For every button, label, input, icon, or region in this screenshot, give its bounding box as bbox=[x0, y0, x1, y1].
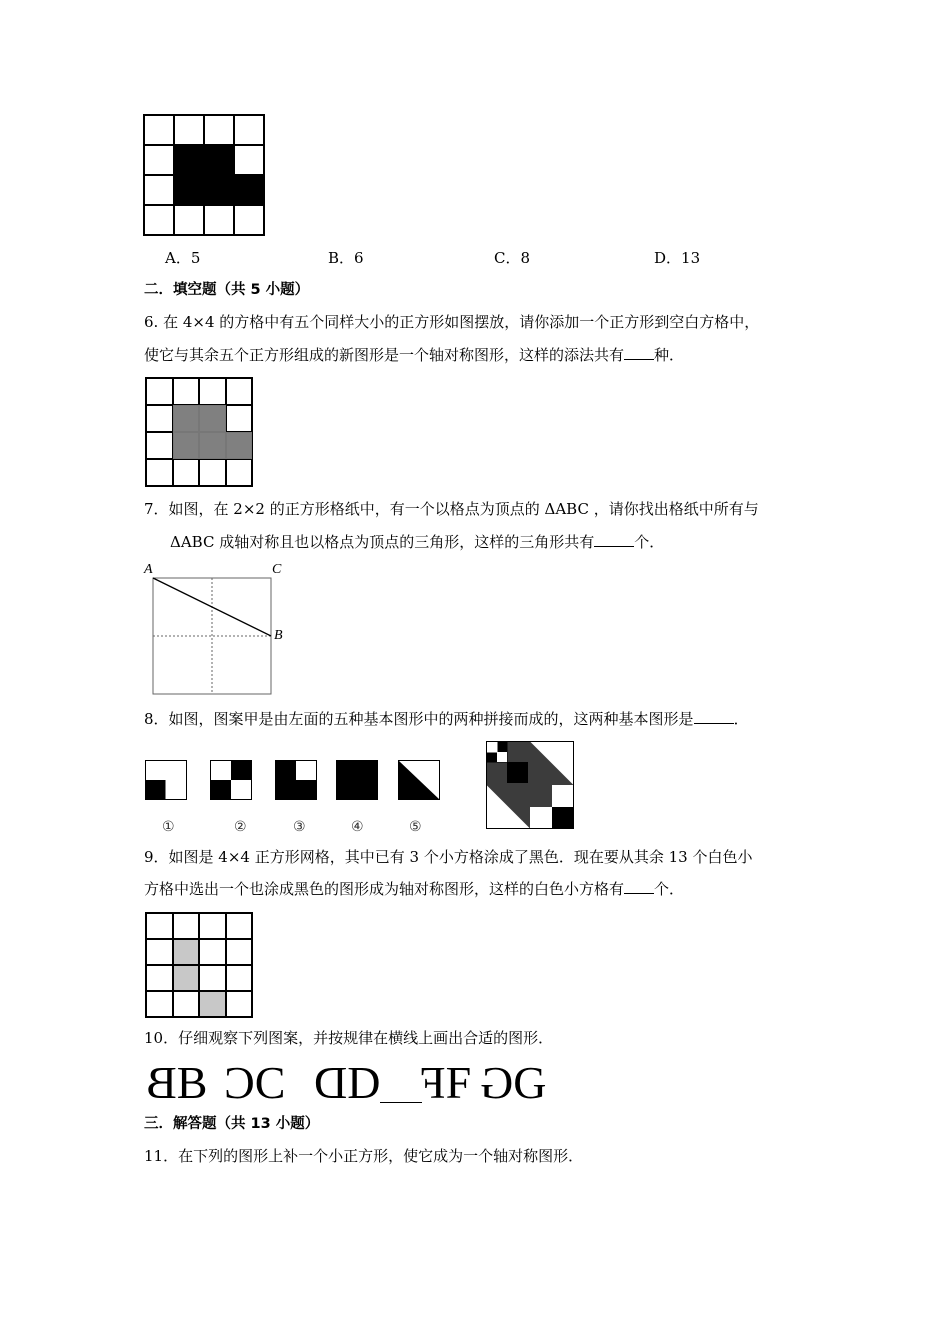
grid-cell bbox=[226, 913, 253, 939]
q8-label-1: ① bbox=[162, 819, 175, 835]
grid-cell bbox=[234, 115, 264, 145]
q7-text-pre: ΔABC 成轴对称且也以格点为顶点的三角形，这样的三角形共有 bbox=[170, 533, 595, 551]
mirror-letter: C bbox=[228, 1057, 255, 1108]
q8-label-2: ② bbox=[234, 819, 247, 835]
q7-text-line2 bbox=[170, 532, 664, 552]
grid-cell bbox=[226, 965, 253, 991]
mirror-letter: F bbox=[424, 1057, 446, 1108]
q6-grid-figure bbox=[145, 377, 253, 487]
grid-cell bbox=[146, 432, 173, 459]
grid-cell bbox=[226, 991, 253, 1017]
grid-cell bbox=[174, 115, 204, 145]
q8-label-5: ⑤ bbox=[409, 819, 422, 835]
q7-triangle-diagram bbox=[140, 562, 290, 702]
q8-text-line1 bbox=[144, 709, 749, 729]
grid-cell-filled bbox=[173, 405, 200, 432]
grid-cell bbox=[234, 145, 264, 175]
q7-text-post: 个． bbox=[634, 533, 665, 551]
q8-pattern-figure bbox=[486, 741, 574, 833]
grid-cell bbox=[226, 459, 253, 486]
q6-text-post: 种． bbox=[654, 346, 685, 364]
point-b-label: B bbox=[274, 628, 283, 643]
q10-pattern-5 bbox=[484, 1057, 543, 1108]
q10-answer-blank[interactable] bbox=[380, 1102, 422, 1103]
q10-pattern-3 bbox=[318, 1057, 377, 1108]
grid-cell bbox=[146, 405, 173, 432]
q10-text-line1: 10．仔细观察下列图案，并按规律在横线上画出合适的图形． bbox=[144, 1029, 554, 1047]
grid-cell-filled bbox=[174, 175, 204, 205]
q9-text-pre: 方格中选出一个也涂成黑色的图形成为轴对称图形，这样的白色小方格有 bbox=[144, 880, 625, 898]
grid-cell bbox=[199, 913, 226, 939]
q10-pattern-4 bbox=[424, 1057, 468, 1108]
q7-answer-blank[interactable] bbox=[594, 532, 634, 547]
q8-shape-5 bbox=[398, 760, 440, 804]
grid-cell bbox=[173, 913, 200, 939]
grid-cell bbox=[144, 145, 174, 175]
q6-text-line2 bbox=[144, 345, 684, 365]
grid-cell-filled bbox=[226, 432, 253, 459]
q9-text-post: 个． bbox=[654, 880, 685, 898]
grid-cell bbox=[174, 205, 204, 235]
grid-cell bbox=[173, 991, 200, 1017]
q8-shape-4 bbox=[336, 760, 378, 804]
grid-cell-filled bbox=[234, 175, 264, 205]
grid-cell bbox=[146, 378, 173, 405]
point-a-label: A bbox=[144, 562, 153, 577]
q8-answer-blank[interactable] bbox=[694, 709, 734, 724]
q6-answer-blank[interactable] bbox=[624, 345, 654, 360]
letter: F bbox=[445, 1057, 468, 1108]
grid-cell-filled bbox=[173, 939, 200, 965]
grid-cell bbox=[199, 378, 226, 405]
grid-cell bbox=[226, 405, 253, 432]
grid-cell bbox=[146, 991, 173, 1017]
grid-cell bbox=[173, 459, 200, 486]
grid-cell bbox=[234, 205, 264, 235]
grid-cell bbox=[144, 205, 174, 235]
q8-label-3: ③ bbox=[293, 819, 306, 835]
grid-cell bbox=[146, 913, 173, 939]
grid-cell-filled bbox=[204, 145, 234, 175]
q8-text-post: ． bbox=[733, 710, 749, 728]
grid-cell bbox=[146, 939, 173, 965]
grid-cell-filled bbox=[199, 432, 226, 459]
point-c-label: C bbox=[272, 562, 282, 577]
section-2-title: 二．填空题（共 5 小题） bbox=[144, 282, 310, 298]
grid-cell bbox=[144, 175, 174, 205]
grid-cell bbox=[226, 939, 253, 965]
q9-text-line1: 9．如图是 4×4 正方形网格，其中已有 3 个小方格涂成了黑色．现在要从其余 13 个白色小 bbox=[144, 848, 753, 866]
q8-shape-3 bbox=[275, 760, 317, 804]
q8-shape-2 bbox=[210, 760, 252, 804]
grid-cell bbox=[199, 939, 226, 965]
q6-text-pre: 使它与其余五个正方形组成的新图形是一个轴对称图形，这样的添法共有 bbox=[144, 346, 625, 364]
q11-text-line1: 11．在下列的图形上补一个小正方形，使它成为一个轴对称图形． bbox=[144, 1147, 584, 1165]
q5-option-b: B．6 bbox=[328, 249, 364, 267]
q9-answer-blank[interactable] bbox=[624, 879, 654, 894]
q6-text-line1: 6. 在 4×4 的方格中有五个同样大小的正方形如图摆放，请你添加一个正方形到空白方格中， bbox=[144, 313, 760, 331]
q5-option-a: A．5 bbox=[165, 249, 201, 267]
grid-cell-filled bbox=[174, 145, 204, 175]
grid-cell-filled bbox=[173, 965, 200, 991]
q5-grid-figure bbox=[143, 114, 265, 236]
q8-shape-1 bbox=[145, 760, 187, 804]
letter: C bbox=[254, 1057, 282, 1108]
section-3-title: 三．解答题（共 13 小题） bbox=[144, 1116, 320, 1132]
grid-cell-filled bbox=[199, 991, 226, 1017]
grid-cell bbox=[146, 965, 173, 991]
grid-cell bbox=[226, 378, 253, 405]
letter: B bbox=[176, 1057, 204, 1108]
grid-cell bbox=[199, 459, 226, 486]
mirror-letter: B bbox=[150, 1057, 177, 1108]
letter: G bbox=[513, 1057, 543, 1108]
grid-cell bbox=[144, 115, 174, 145]
grid-cell bbox=[204, 205, 234, 235]
letter: D bbox=[347, 1057, 377, 1108]
q10-pattern-1 bbox=[150, 1057, 204, 1108]
q10-pattern-2 bbox=[228, 1057, 282, 1108]
q9-grid-figure bbox=[145, 912, 253, 1018]
grid-cell-filled bbox=[173, 432, 200, 459]
grid-cell bbox=[199, 965, 226, 991]
grid-cell bbox=[173, 378, 200, 405]
q9-text-line2 bbox=[144, 879, 684, 899]
grid-cell-filled bbox=[204, 175, 234, 205]
q8-label-4: ④ bbox=[351, 819, 364, 835]
q7-text-line1: 7．如图，在 2×2 的正方形格纸中，有一个以格点为顶点的 ΔABC ，请你找出格纸中所有与 bbox=[144, 500, 759, 518]
grid-cell bbox=[146, 459, 173, 486]
grid-cell-filled bbox=[199, 405, 226, 432]
q8-text-pre: 8．如图，图案甲是由左面的五种基本图形中的两种拼接而成的，这两种基本图形是 bbox=[144, 710, 694, 728]
mirror-letter: D bbox=[318, 1057, 348, 1108]
mirror-letter: G bbox=[484, 1057, 514, 1108]
q7-figure bbox=[140, 562, 290, 702]
q5-option-d: D．13 bbox=[654, 249, 701, 267]
q5-option-c: C．8 bbox=[494, 249, 531, 267]
grid-cell bbox=[204, 115, 234, 145]
